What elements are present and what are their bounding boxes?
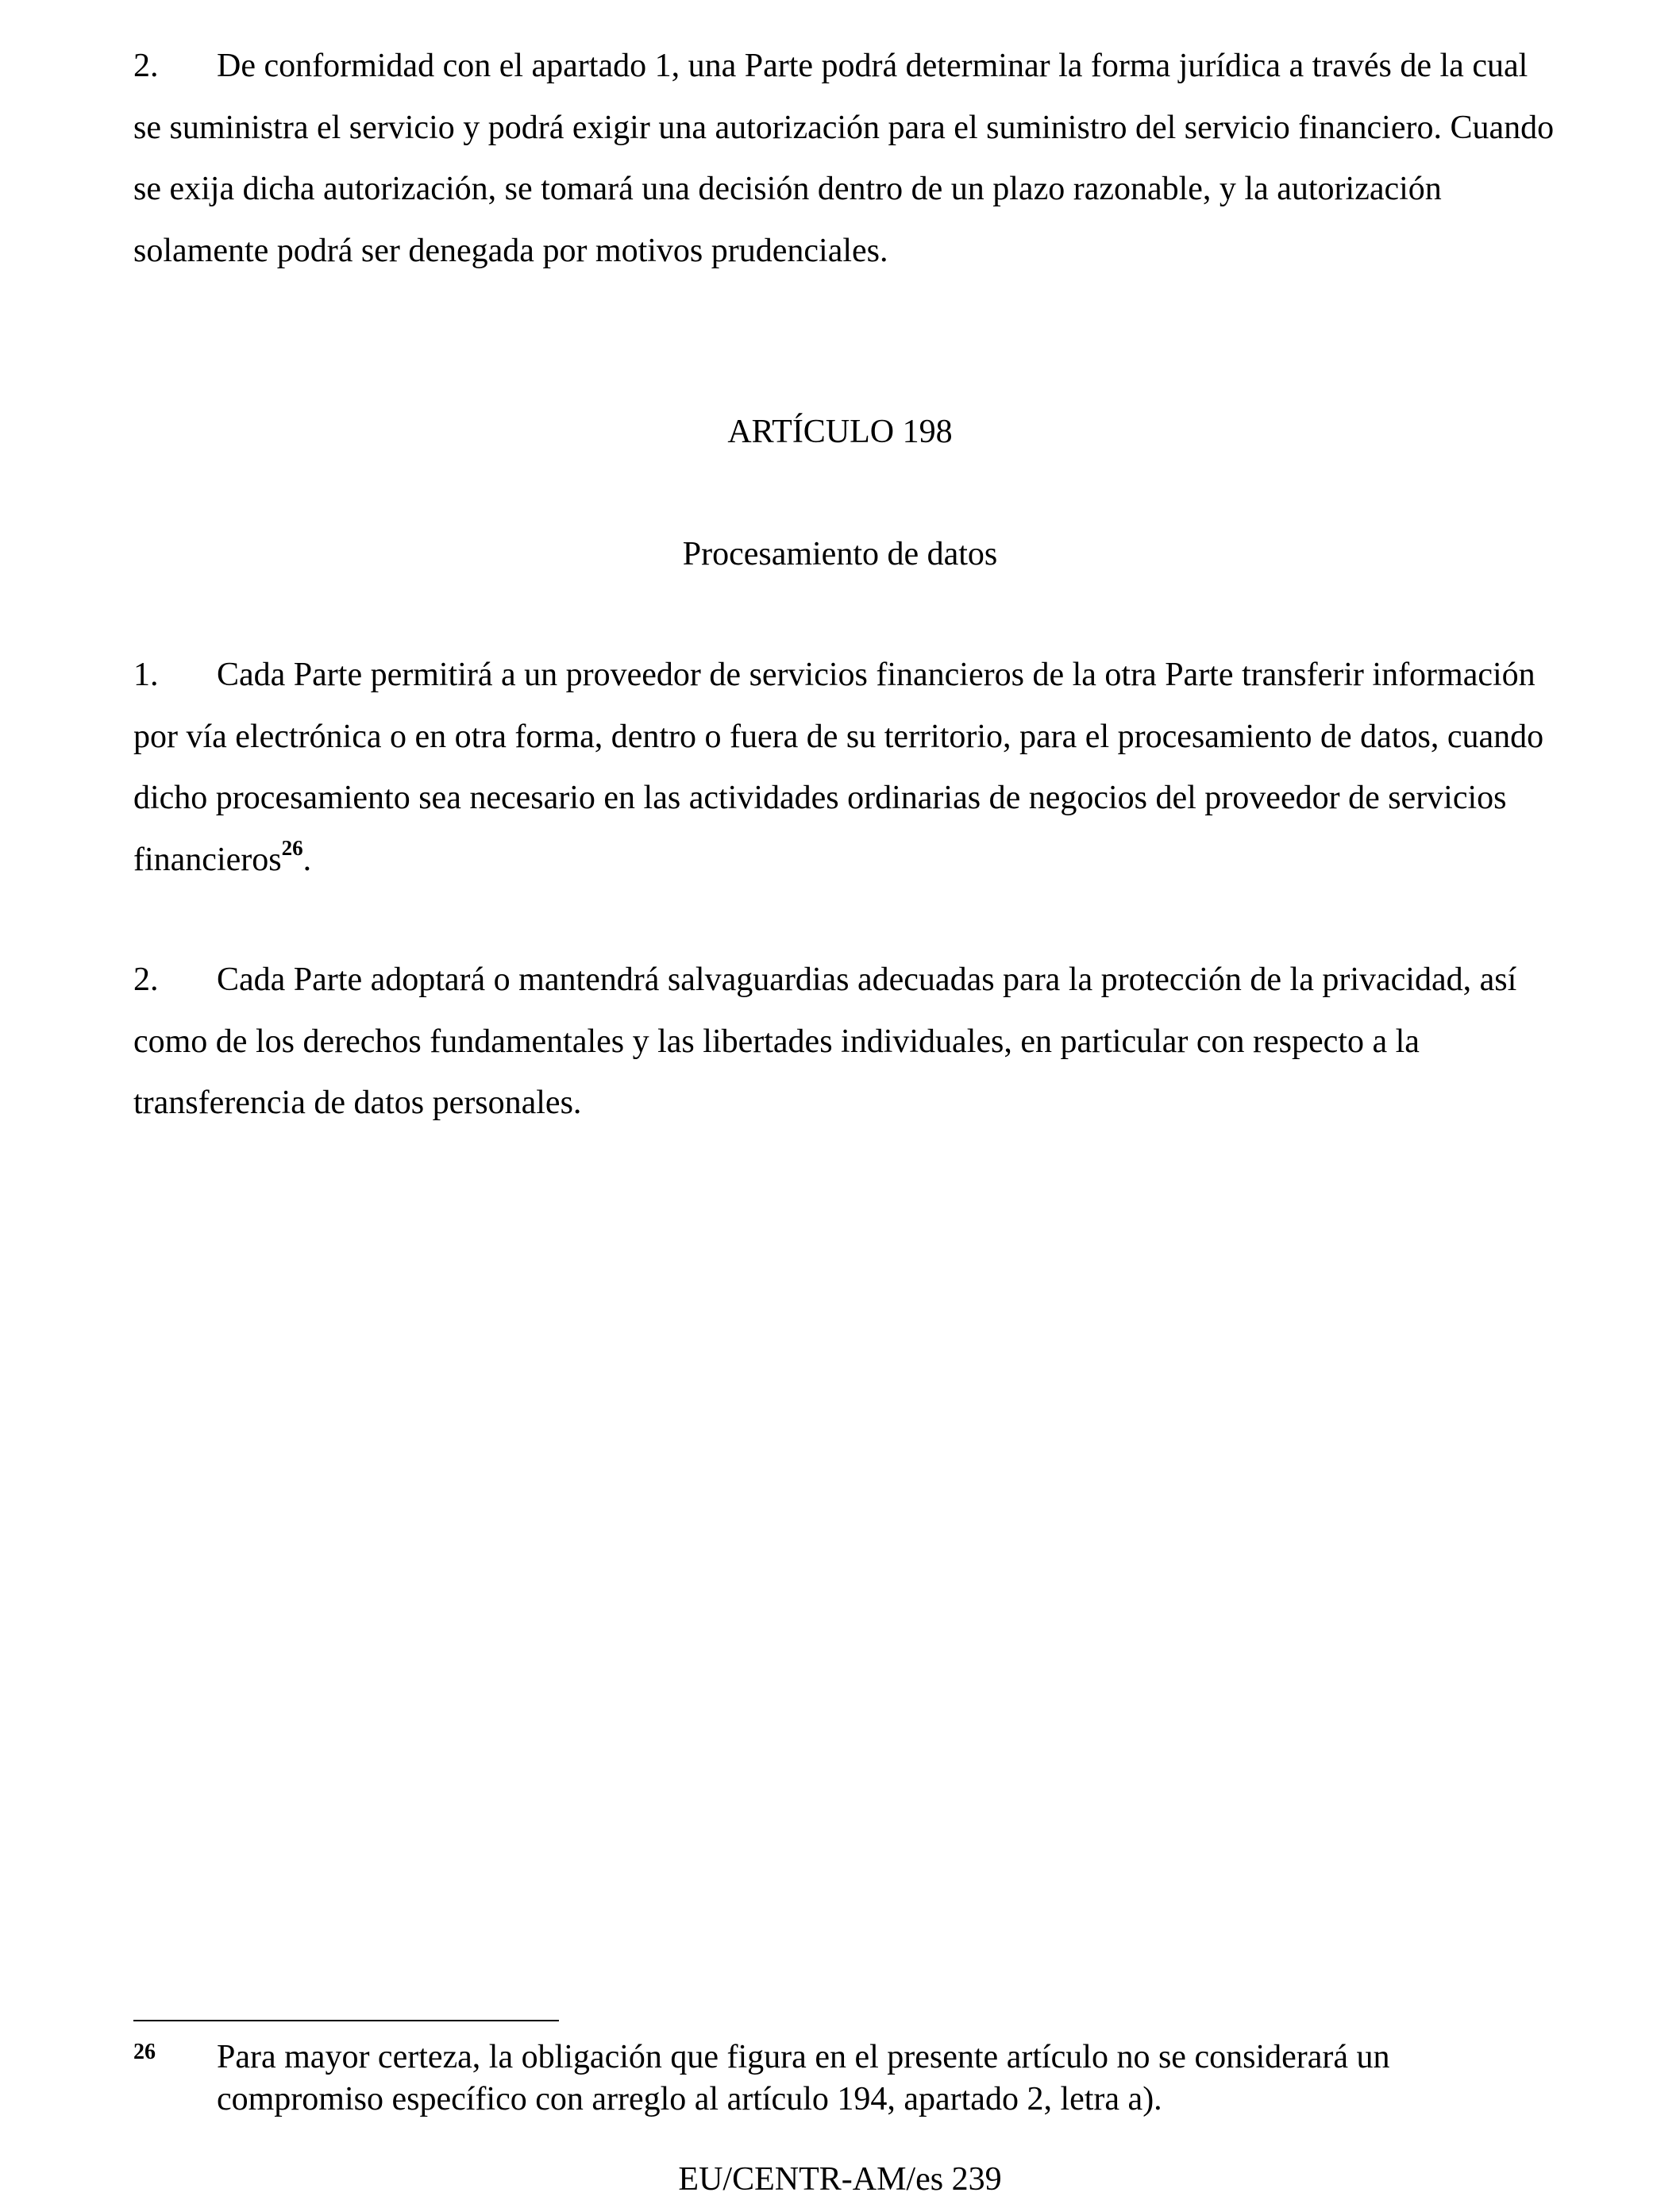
paragraph-text: Cada Parte permitirá a un proveedor de servicios financieros de la otra Parte transferir información por vía electrónica o en otra forma, dentro o fuera de su territorio, para el procesamiento de datos, cuando dicho procesamiento sea necesario en las actividades ordinarias de negocios del proveedor de servicios financieros bbox=[133, 657, 1544, 878]
article-paragraph-2 bbox=[133, 950, 1562, 1135]
paragraph-text: De conformidad con el apartado 1, una Parte podrá determinar la forma jurídica a través de la cual se suministra el servicio y podrá exigir una autorización para el suministro del servicio financiero. Cuando se exija dicha autorización, se tomará una decisión dentro de un plazo razonable, y la autorización solamente podrá ser denegada por motivos prudenciales. bbox=[133, 48, 1555, 269]
footnote-reference[interactable]: 26 bbox=[281, 835, 303, 860]
article-paragraph-1 bbox=[133, 645, 1562, 891]
article-heading: ARTÍCULO 198 bbox=[727, 414, 953, 450]
footnote-mark: 26 bbox=[133, 2040, 156, 2064]
footnote bbox=[133, 2036, 1562, 2121]
page-footer-id: EU/CENTR-AM/es 239 bbox=[678, 2161, 1002, 2198]
paragraph-number: 2. bbox=[133, 961, 159, 998]
footnote-separator bbox=[133, 2020, 559, 2021]
paragraph-number: 2. bbox=[133, 48, 159, 84]
paragraph-text-end: . bbox=[302, 841, 312, 878]
paragraph-2-top bbox=[133, 36, 1562, 282]
article-title: Procesamiento de datos bbox=[682, 536, 998, 572]
footnote-text: Para mayor certeza, la obligación que figura en el presente artículo no se considerará un compromiso específico con arreglo al artículo 194, apartado 2, letra a). bbox=[217, 2039, 1390, 2117]
paragraph-number: 1. bbox=[133, 657, 159, 693]
paragraph-text: Cada Parte adoptará o mantendrá salvaguardias adecuadas para la protección de la privacidad, así como de los derechos fundamentales y las libertades individuales, en particular con respecto a la transferencia de datos personales. bbox=[133, 961, 1517, 1121]
